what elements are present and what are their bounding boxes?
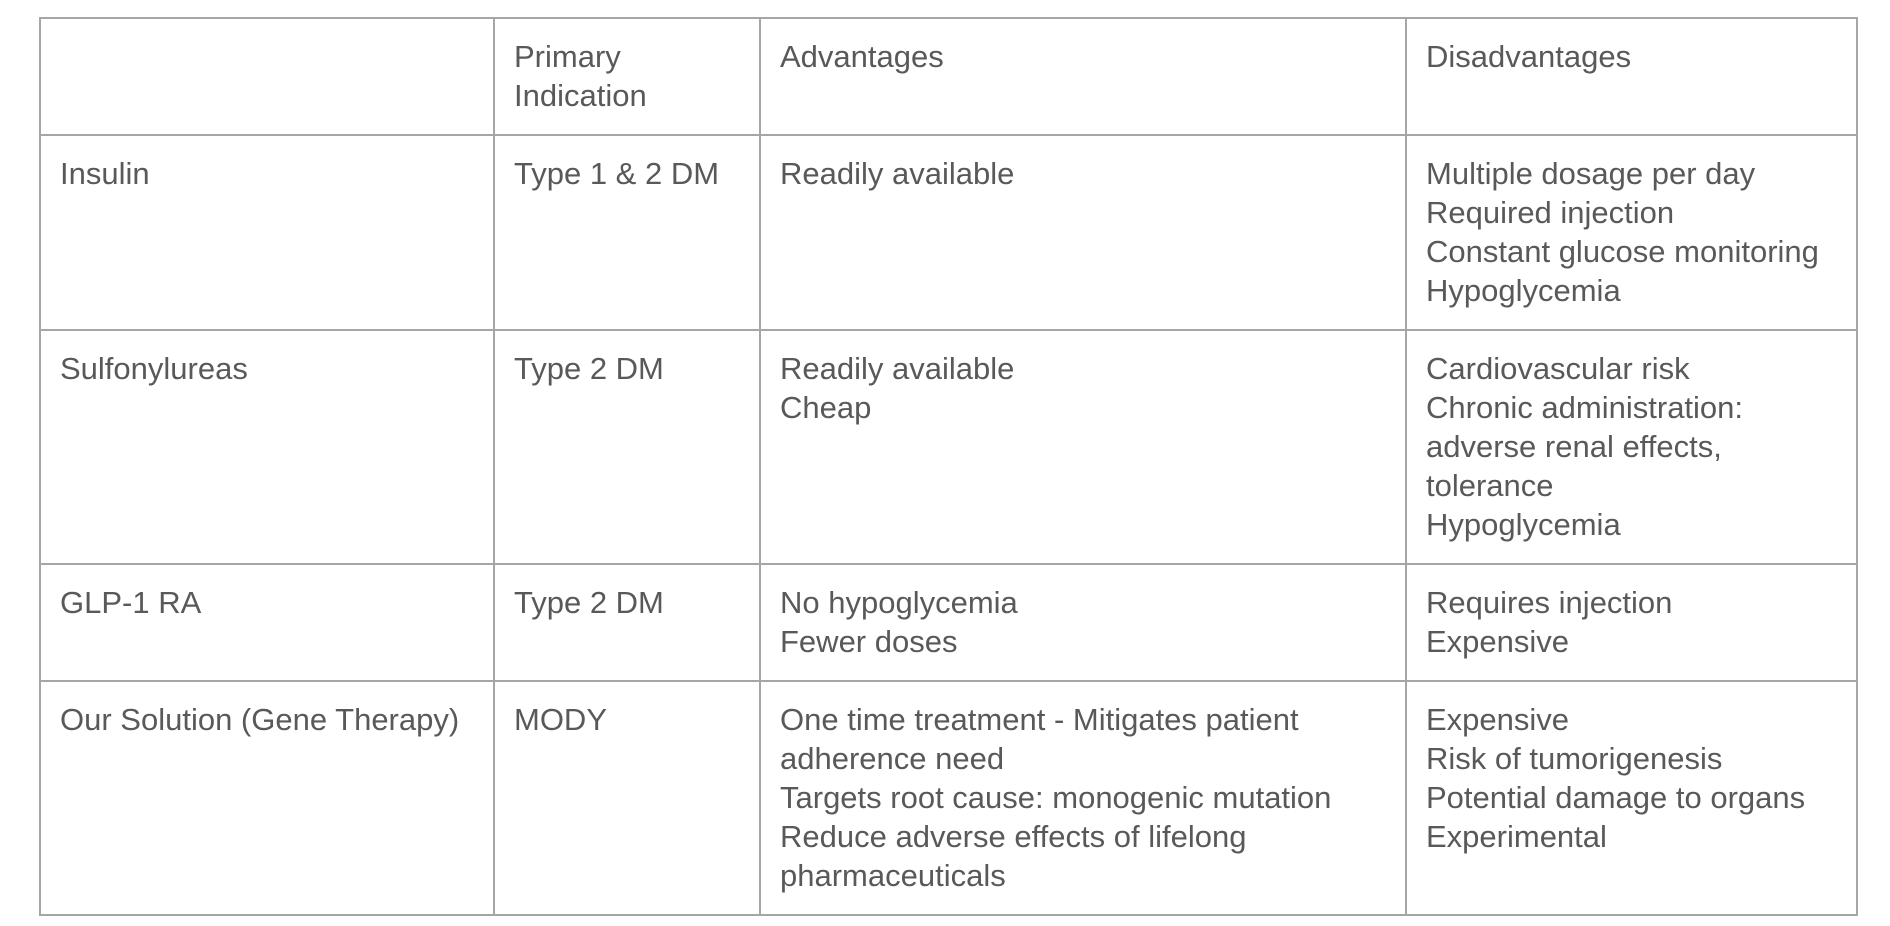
advantage-item: Fewer doses: [780, 624, 958, 659]
treatment-name: GLP-1 RA: [40, 564, 494, 681]
advantage-item: One time treatment - Mitigates patient adherence need: [780, 702, 1299, 776]
primary-indication: Type 1 & 2 DM: [494, 135, 760, 330]
comparison-table-container: [39, 17, 1858, 916]
primary-indication: Type 2 DM: [494, 564, 760, 681]
disadvantages-cell: [1406, 135, 1857, 330]
header-advantages: Advantages: [760, 18, 1406, 135]
disadvantage-item: Cardiovascular risk: [1426, 351, 1690, 386]
table-header-row: [40, 18, 1857, 135]
table-row-insulin: [40, 135, 1857, 330]
disadvantage-item: Hypoglycemia: [1426, 507, 1621, 542]
disadvantage-item: Expensive: [1426, 702, 1570, 737]
disadvantage-item: Requires injection: [1426, 585, 1673, 620]
advantage-item: Readily available: [780, 351, 1015, 386]
table-row-our-solution: [40, 681, 1857, 915]
advantages-cell: [760, 564, 1406, 681]
header-empty: [40, 18, 494, 135]
header-primary-indication: Primary Indication: [494, 18, 760, 135]
treatment-name: Our Solution (Gene Therapy): [40, 681, 494, 915]
table-row-sulfonylureas: [40, 330, 1857, 564]
advantage-item: Reduce adverse effects of lifelong pharmaceuticals: [780, 819, 1247, 893]
disadvantage-item: Constant glucose monitoring: [1426, 234, 1819, 269]
advantage-item: Readily available: [780, 156, 1015, 191]
disadvantage-item: Required injection: [1426, 195, 1675, 230]
advantage-item: Targets root cause: monogenic mutation: [780, 780, 1332, 815]
advantages-cell: [760, 681, 1406, 915]
disadvantage-item: Expensive: [1426, 624, 1570, 659]
disadvantages-cell: [1406, 330, 1857, 564]
treatment-name: Sulfonylureas: [40, 330, 494, 564]
disadvantages-cell: [1406, 564, 1857, 681]
advantages-cell: [760, 330, 1406, 564]
disadvantage-item: Chronic administration: adverse renal effects, tolerance: [1426, 390, 1744, 503]
disadvantage-item: Multiple dosage per day: [1426, 156, 1756, 191]
treatment-comparison-table: [39, 17, 1858, 916]
advantages-cell: [760, 135, 1406, 330]
disadvantage-item: Experimental: [1426, 819, 1607, 854]
disadvantage-item: Hypoglycemia: [1426, 273, 1621, 308]
header-disadvantages: Disadvantages: [1406, 18, 1857, 135]
primary-indication: MODY: [494, 681, 760, 915]
primary-indication: Type 2 DM: [494, 330, 760, 564]
advantage-item: No hypoglycemia: [780, 585, 1018, 620]
disadvantage-item: Potential damage to organs: [1426, 780, 1806, 815]
disadvantage-item: Risk of tumorigenesis: [1426, 741, 1723, 776]
advantage-item: Cheap: [780, 390, 872, 425]
disadvantages-cell: [1406, 681, 1857, 915]
treatment-name: Insulin: [40, 135, 494, 330]
table-row-glp1-ra: [40, 564, 1857, 681]
